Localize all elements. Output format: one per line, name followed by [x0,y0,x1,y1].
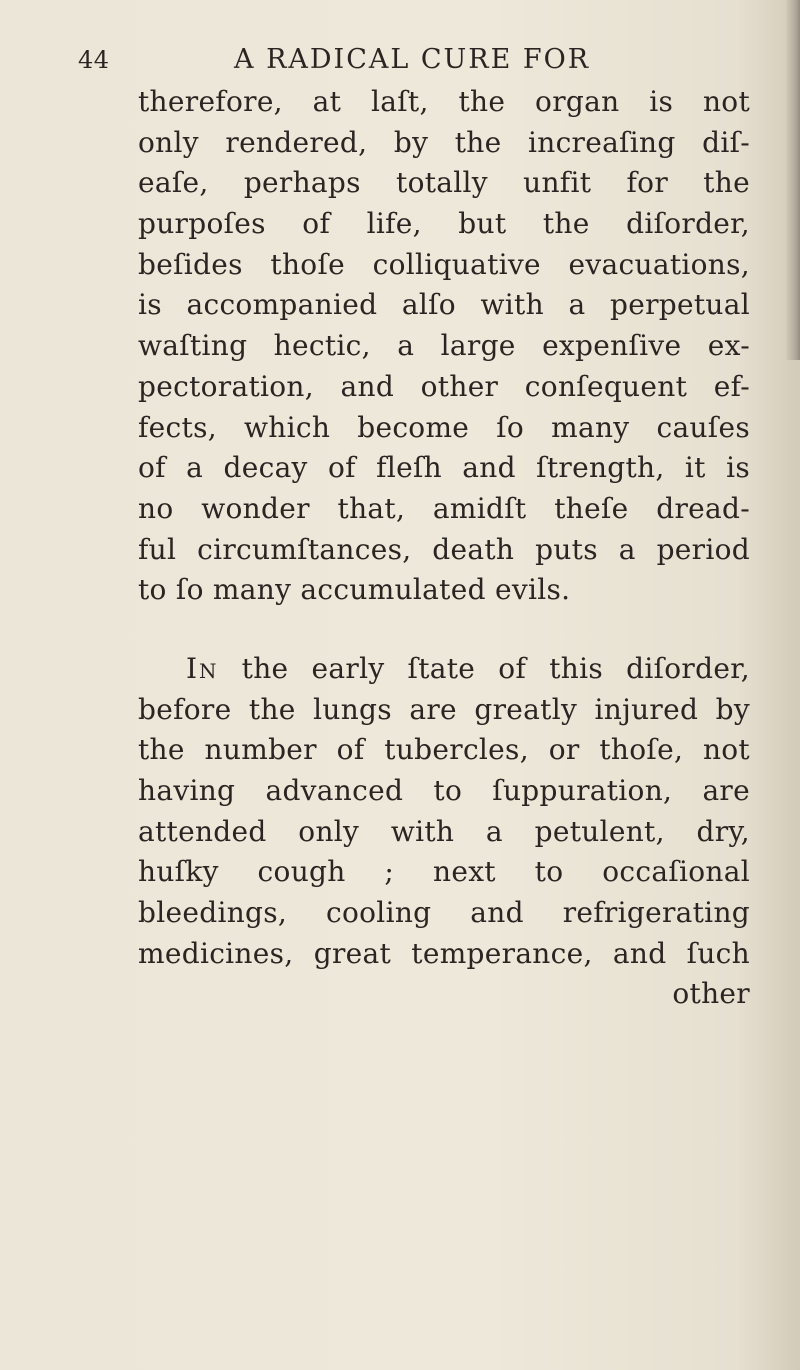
text-line: is accompanied alſo with a perpetual [138,288,750,322]
catchword: other [672,977,750,1011]
paragraph-2 [138,649,750,1015]
text-line: attended only with a petulent, dry, [138,814,750,848]
text-line: waſting hectic, a large expenſive ex- [138,329,750,363]
text-line: only rendered, by the increaſing diſ- [138,125,750,159]
page-number: 44 [78,46,110,74]
text-line: huſky cough ; next to occaſional [138,855,750,889]
text-line-first [138,649,750,690]
text-line: to ſo many accumulated evils. [138,573,571,607]
text-line: before the lungs are greatly injured by [138,692,750,726]
text-line: beſides thoſe colliquative evacuations, [138,247,750,281]
paragraph-gap [138,611,750,649]
text-line: ful circumſtances, death puts a period [138,532,750,566]
text-line: medicines, great temperance, and ſuch [138,936,750,970]
text-line: purpoſes of life, but the diſorder, [138,207,750,241]
text-line: therefore, at laſt, the organ is not [138,85,750,118]
running-head: A RADICAL CURE FOR [234,44,591,75]
text-line: having advanced to ſuppuration, are [138,774,750,807]
paragraph-1 [138,82,750,611]
text-line: pectoration, and other conſequent ef- [138,369,750,403]
text-line: of a decay of fleſh and ſtrength, it is [138,451,750,485]
text-line: fects, which become ſo many cauſes [138,410,750,444]
paragraph-initial: In [186,651,219,685]
page-header [78,38,718,82]
text-line: no wonder that, amidſt theſe dread- [138,491,750,525]
text-line: bleedings, cooling and refrigerating [138,896,750,930]
body-text [138,82,750,1015]
first-line-rest: the early ſtate of this diſorder, [241,651,751,685]
text-line: eaſe, perhaps totally unfit for the [138,166,750,200]
text-line: the number of tubercles, or thoſe, not [138,733,750,767]
page-edge-shadow [786,0,800,360]
